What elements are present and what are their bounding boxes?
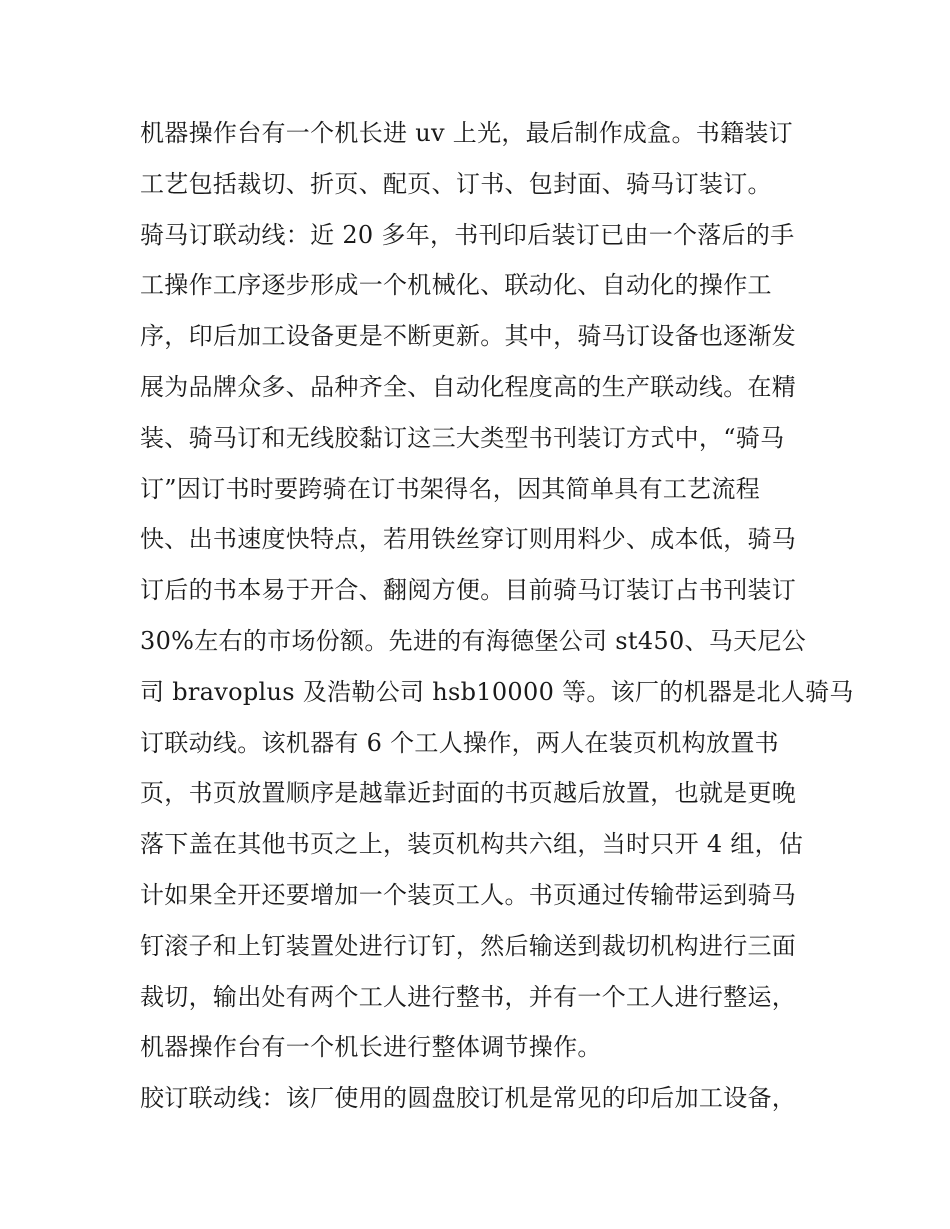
- text-line-19: 机器操作台有一个机长进行整体调节操作。: [140, 1033, 602, 1062]
- text-line-3: 骑马订联动线：近 20 多年，书刊印后装订已由一个落后的手: [140, 220, 795, 249]
- text-line-1: 机器操作台有一个机长进 uv 上光，最后制作成盒。书籍装订: [140, 119, 793, 147]
- text-line-7: 装、骑马订和无线胶黏订这三大类型书刊装订方式中，“骑马: [140, 423, 785, 452]
- text-line-11: 30%左右的市场份额。先进的有海德堡公司 st450、马天尼公: [140, 626, 807, 655]
- text-line-17: 钉滚子和上钉装置处进行订钉，然后输送到裁切机构进行三面: [140, 931, 797, 960]
- text-line-6: 展为品牌众多、品种齐全、自动化程度高的生产联动线。在精: [140, 372, 797, 401]
- text-line-5: 序，印后加工设备更是不断更新。其中，骑马订设备也逐渐发: [140, 322, 797, 351]
- text-line-2: 工艺包括裁切、折页、配页、订书、包封面、骑马订装订。: [140, 169, 772, 198]
- text-line-18: 裁切，输出处有两个工人进行整书，并有一个工人进行整运，: [140, 982, 797, 1011]
- text-line-9: 快、出书速度快特点，若用铁丝穿订则用料少、成本低，骑马: [140, 525, 797, 554]
- text-line-15: 落下盖在其他书页之上，装页机构共六组，当时只开 4 组，估: [140, 830, 804, 859]
- text-line-4: 工操作工序逐步形成一个机械化、联动化、自动化的操作工: [140, 271, 772, 300]
- text-line-14: 页，书页放置顺序是越靠近封面的书页越后放置，也就是更晚: [140, 779, 797, 808]
- text-line-12: 司 bravoplus 及浩勒公司 hsb10000 等。该厂的机器是北人骑马: [140, 677, 854, 706]
- text-line-10: 订后的书本易于开合、翻阅方便。目前骑马订装订占书刊装订: [140, 576, 797, 605]
- text-line-8: 订”因订书时要跨骑在订书架得名，因其简单具有工艺流程: [140, 474, 761, 503]
- body-text: [140, 108, 854, 1124]
- text-line-20: 胶订联动线：该厂使用的圆盘胶订机是常见的印后加工设备，: [140, 1084, 797, 1113]
- text-line-13: 订联动线。该机器有 6 个工人操作，两人在装页机构放置书: [140, 728, 779, 757]
- text-line-16: 计如果全开还要增加一个装页工人。书页通过传输带运到骑马: [140, 880, 797, 909]
